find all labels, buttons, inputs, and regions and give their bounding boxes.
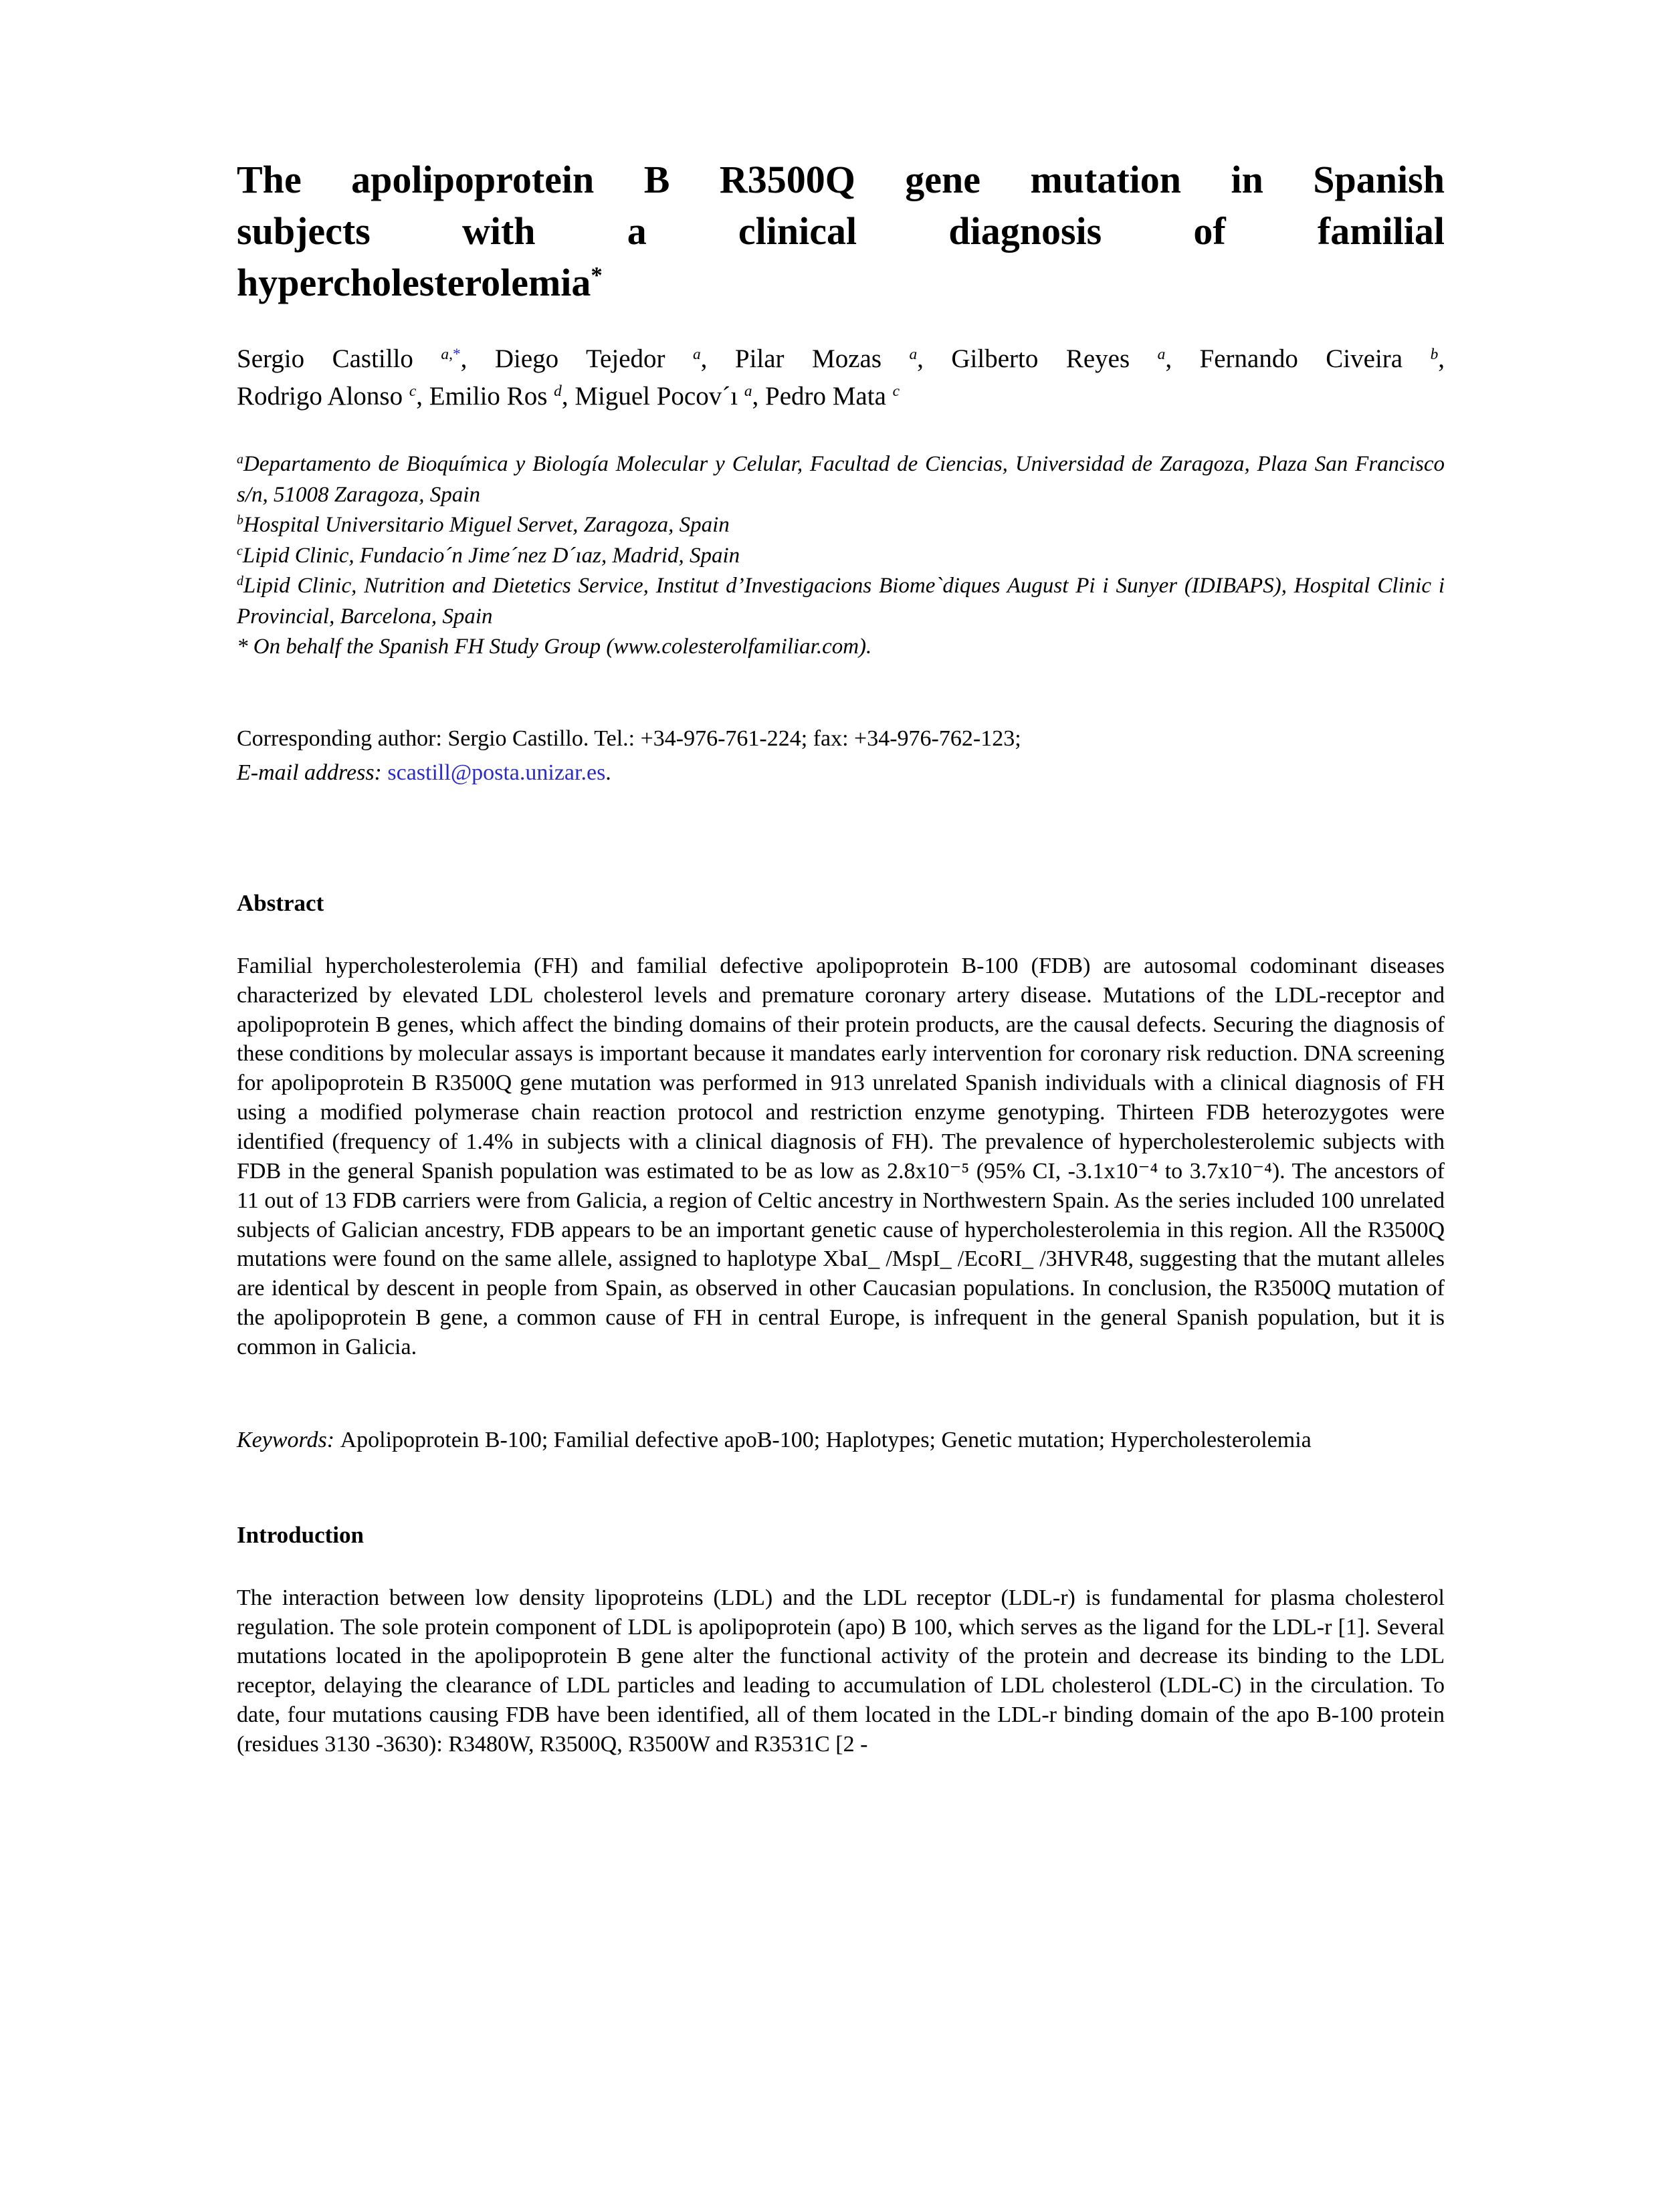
author xyxy=(237,382,429,411)
affiliation-text: Departamento de Bioquímica y Biología Molecular y Celular, Facultad de Ciencias, Universidad de Zaragoza, Plaza San Francisco s/n, 51008 Zaragoza, Spain xyxy=(237,452,1445,507)
author-separator: , xyxy=(752,381,766,411)
author-separator: , xyxy=(1165,344,1200,374)
author-name: Diego Tejedor xyxy=(494,344,693,374)
author-separator: , xyxy=(416,381,429,411)
study-group-note-text: * On behalf the Spanish FH Study Group (www.colesterolfamiliar.com). xyxy=(237,635,872,659)
author-separator: , xyxy=(561,381,575,411)
author-name: Pedro Mata xyxy=(765,381,893,411)
author xyxy=(765,382,900,411)
author xyxy=(951,344,1199,373)
abstract-heading: Abstract xyxy=(237,889,324,916)
author-name: Pilar Mozas xyxy=(734,344,910,374)
affiliation-text: Hospital Universitario Miguel Servet, Zaragoza, Spain xyxy=(243,513,730,538)
authors-line-2 xyxy=(237,378,1445,415)
author-corresponding-star: * xyxy=(452,345,461,363)
title-line-3 xyxy=(237,257,1445,308)
author-affiliation-mark: b xyxy=(1430,345,1439,363)
abstract-text: Familial hypercholesterolemia (FH) and familial defective apolipoprotein B-100 (FDB) are autosomal codominant diseases characterized by elevated LDL cholesterol levels and premature coronary artery disease. Mutations of the LDL-receptor and apolipoprotein B genes, which affect the binding domains of their protein products, are the causal defects. Securing the diagnosis of these conditions by molecular assays is important because it mandates early intervention for coronary risk reduction. DNA screening for apolipoprotein B R3500Q gene mutation was performed in 913 unrelated Spanish individuals with a clinical diagnosis of FH using a modified polymerase chain reaction protocol and restriction enzyme genotyping. Thirteen FDB heterozygotes were identified (frequency of 1.4% in subjects with a clinical diagnosis of FH). The prevalence of hypercholesterolemic subjects with FDB in the general Spanish population was estimated to be as low as 2.8x10⁻⁵ (95% CI, -3.1x10⁻⁴ to 3.7x10⁻⁴). The ancestors of 11 out of 13 FDB carriers were from Galicia, a region of Celtic ancestry in Northwestern Spain. As the series included 100 unrelated subjects of Galician ancestry, FDB appears to be an important genetic cause of hypercholesterolemia in this region. All the R3500Q mutations were found on the same allele, assigned to haplotype XbaI_ /MspI_ /EcoRI_ /3HVR48, suggesting that the mutant alleles are identical by descent in people from Spain, as observed in other Caucasian populations. In conclusion, the R3500Q mutation of the apolipoprotein B gene, a common cause of FH in central Europe, is infrequent in the general Spanish population, but it is common in Galicia. xyxy=(237,953,1445,1360)
author-affiliation-mark: c xyxy=(409,382,417,400)
author-affiliation-mark: a xyxy=(692,345,701,363)
title-line-1: The apolipoprotein B R3500Q gene mutation in Spanish xyxy=(237,158,1445,201)
email-period: . xyxy=(605,760,611,785)
email-label: E-mail address: xyxy=(237,760,388,785)
author-affiliation-mark: a xyxy=(744,382,752,400)
title-line-2: subjects with a clinical diagnosis of familial xyxy=(237,209,1445,253)
author-name: Miguel Pocov´ı xyxy=(575,381,744,411)
affiliation xyxy=(237,449,1445,510)
author-name: Sergio Castillo xyxy=(237,344,441,374)
affiliation-mark: b xyxy=(237,513,243,528)
author-affiliation-mark: a, xyxy=(441,345,453,363)
author-separator: , xyxy=(917,344,952,374)
paper-title xyxy=(237,154,1445,308)
author-name: Gilberto Reyes xyxy=(951,344,1158,374)
authors-line-1 xyxy=(237,340,1445,377)
author-name: Emilio Ros xyxy=(429,381,554,411)
affiliations xyxy=(237,449,1445,663)
author-name: Rodrigo Alonso xyxy=(237,381,409,411)
author-affiliation-mark: a xyxy=(909,345,918,363)
introduction-text: The interaction between low density lipoproteins (LDL) and the LDL receptor (LDL-r) is fundamental for plasma cholesterol regulation. The sole protein component of LDL is apolipoprotein (apo) B 100, which serves as the ligand for the LDL-r [1]. Several mutations located in the apolipoprotein B gene alter the functional activity of the protein and decrease its binding to the LDL receptor, delaying the clearance of LDL particles and leading to accumulation of LDL cholesterol (LDL-C) in the circulation. To date, four mutations causing FDB have been identified, all of them located in the LDL-r binding domain of the apo B-100 protein (residues 3130 -3630): R3480W, R3500Q, R3500W and R3531C [2 - xyxy=(237,1585,1445,1757)
author xyxy=(575,382,765,411)
keywords xyxy=(237,1426,1445,1455)
author-separator: , xyxy=(460,344,495,374)
affiliation-text: Lipid Clinic, Nutrition and Dietetics Service, Institut d’Investigacions Biome`diques August Pi i Sunyer (IDIBAPS), Hospital Clinic i Provincial, Barcelona, Spain xyxy=(237,574,1445,629)
author-affiliation-mark: d xyxy=(554,382,562,400)
study-group-note xyxy=(237,632,1445,663)
affiliation-text: Lipid Clinic, Fundacio´n Jime´nez D´ıaz, Madrid, Spain xyxy=(242,543,740,568)
introduction-heading: Introduction xyxy=(237,1521,364,1548)
correspondence-line: Corresponding author: Sergio Castillo. Tel.: +34-976-761-224; fax: +34-976-762-123; xyxy=(237,726,1021,751)
author-separator: , xyxy=(1438,344,1445,374)
author-affiliation-mark: a xyxy=(1157,345,1166,363)
affiliation xyxy=(237,510,1445,541)
author-list xyxy=(237,340,1445,415)
affiliation xyxy=(237,541,1445,572)
title-line-3-text: hypercholesterolemia xyxy=(237,261,591,305)
correspondence xyxy=(237,722,1445,790)
affiliation-mark: c xyxy=(237,543,243,558)
author xyxy=(1200,344,1445,373)
author-name: Fernando Civeira xyxy=(1199,344,1431,374)
keywords-label: Keywords: xyxy=(237,1427,340,1452)
author xyxy=(429,382,575,411)
affiliation-mark: d xyxy=(237,574,243,589)
correspondence-email-line xyxy=(237,756,1445,790)
author xyxy=(495,344,735,373)
author-separator: , xyxy=(700,344,735,374)
affiliation-mark: a xyxy=(237,452,243,467)
title-footnote-star: * xyxy=(591,262,603,289)
keywords-text: Apolipoprotein B-100; Familial defective apoB-100; Haplotypes; Genetic mutation; Hypercholesterolemia xyxy=(340,1427,1312,1452)
article-first-page xyxy=(237,154,1445,1759)
author xyxy=(735,344,952,373)
author-affiliation-mark: c xyxy=(892,382,900,400)
author xyxy=(237,344,495,373)
email-link[interactable]: scastill@posta.unizar.es xyxy=(387,760,606,785)
affiliation xyxy=(237,571,1445,632)
